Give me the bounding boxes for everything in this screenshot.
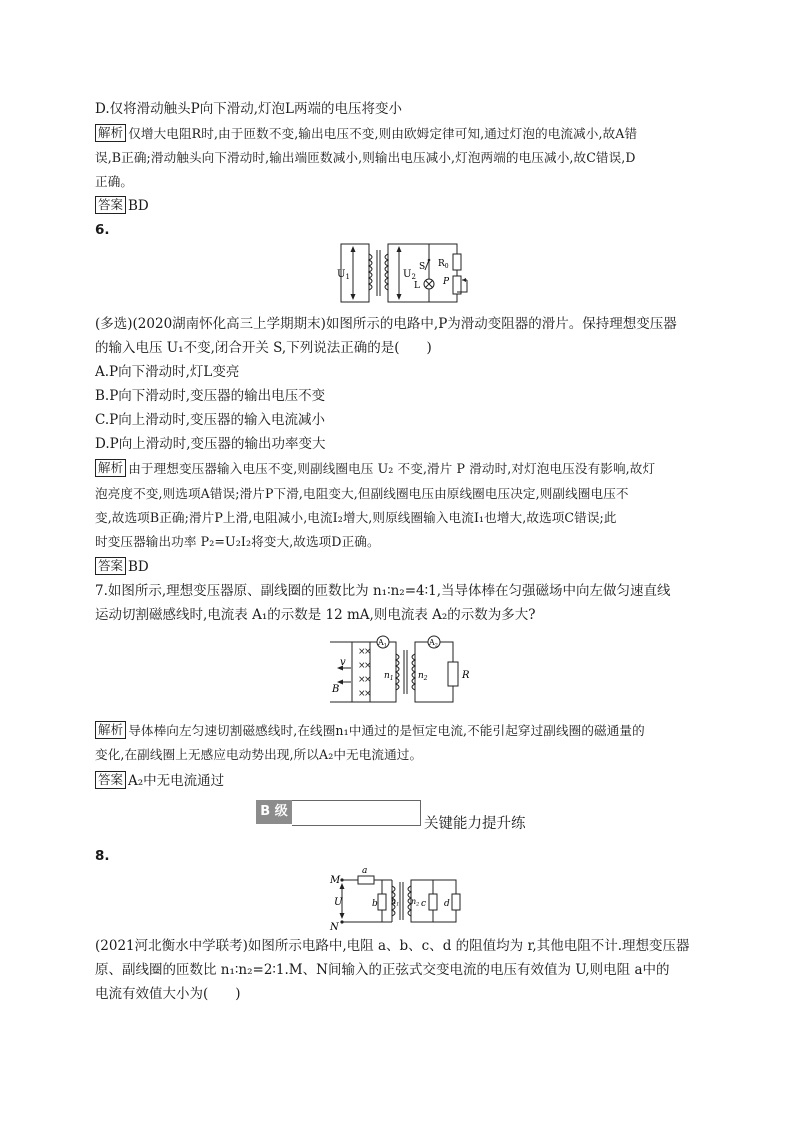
q6-answer: 答案 BD [95,557,715,577]
q5-analysis-line-3: 正确。 [95,174,134,189]
fig8-a-label: a [362,868,368,876]
q5-option-d: D.仅将滑动触头P向下滑动,灯泡L两端的电压将变小 [95,101,402,117]
analysis-tag: 解析 [95,124,126,142]
q7-circuit-figure [328,632,478,716]
q7-stem-line-2: 运动切割磁感线时,电流表 A₁的示数是 12 mA,则电流表 A₂的示数为多大? [95,607,536,623]
svg-text:×: × [358,689,366,699]
q7-stem-line-1: 7.如图所示,理想变压器原、副线圈的匝数比为 n₁∶n₂=4∶1,当导体棒在匀强磁场中向左做匀速直线 [95,583,671,599]
fig7-n2-label: $n_2$ [418,671,428,682]
q6-analysis-line-1: 解析 由于理想变压器输入电压不变,则副线圈电压 U₂ 不变,滑片 P 滑动时,对灯泡电压没有影响,故灯 [95,459,715,479]
fig8-m-label: M [330,875,341,886]
fig7-v-label: v [340,657,346,668]
svg-text:×: × [358,675,366,685]
analysis-tag: 解析 [95,721,126,739]
q8-circuit-figure [328,868,478,936]
q6-option-c: C.P向上滑动时,变压器的输入电流减小 [95,412,326,428]
fig6-p-label: P [443,277,450,287]
fig7-b-label: B [332,684,340,695]
q8-stem-line-1: (2021河北衡水中学联考)如图所示电路中,电阻 a、b、c、d 的阻值均为 r,其他电阻不计.理想变压器 [95,938,690,954]
fig8-u-label: U [334,897,343,908]
fig7-a2-label: A2 [429,638,438,649]
q6-option-a: A.P向下滑动时,灯L变亮 [95,364,240,380]
answer-tag: 答案 [95,771,126,789]
fig6-u1-label: $U_1$ [337,269,350,281]
q6-circuit-figure [325,236,475,314]
svg-text:×: × [364,689,372,699]
answer-tag: 答案 [95,196,126,214]
fig8-n2-label: n2 [411,897,420,908]
fig8-c-label: c [421,899,427,909]
q6-analysis-line-4: 时变压器输出功率 P₂=U₂I₂将变大,故选项D正确。 [95,534,380,549]
svg-text:×: × [364,647,372,657]
q7-analysis-line-1: 解析 导体棒向左匀速切割磁感线时,在线圈n₁中通过的是恒定电流,不能引起穿过副线圈的磁通量的 [95,721,715,741]
q5-answer: 答案 BD [95,196,715,216]
q8-stem-line-3: 电流有效值大小为( ) [95,986,241,1002]
svg-text:×: × [358,647,366,657]
q6-analysis-line-3: 变,故选项B正确;滑片P上滑,电阻减小,电流I₂增大,则原线圈输入电流I₁也增大,故选项C错误;此 [95,510,617,525]
fig6-switch-label: S [419,262,426,272]
fig7-a1-label: A1 [378,638,387,649]
q5-analysis-line-1: 解析 仅增大电阻R时,由于匝数不变,输出电压不变,则由欧姆定律可知,通过灯泡的电流减小,故A错 [95,124,715,144]
q6-stem-line-2: 的输入电压 U₁不变,闭合开关 S,下列说法正确的是( ) [95,340,432,356]
section-title: 关键能力提升练 [424,816,526,832]
q7-analysis-line-2: 变化,在副线圈上无感应电动势出现,所以A₂中无电流通过。 [95,747,423,762]
fig6-u2-label: $U_2$ [403,269,416,281]
svg-text:×: × [358,661,366,671]
q8-stem-line-2: 原、副线圈的匝数比 n₁∶n₂=2∶1.M、N间输入的正弦式交变电流的电压有效值为 U,则电阻 a中的 [95,962,670,978]
q7-answer: 答案 A₂中无电流通过 [95,771,715,791]
q6-option-d: D.P向上滑动时,变压器的输出功率变大 [95,436,326,452]
q6-analysis-line-2: 泡亮度不变,则选项A错误;滑片P下滑,电阻变大,但副线圈电压由原线圈电压决定,则副线圈电压不 [95,486,629,501]
q6-number: 6. [95,222,110,238]
fig8-b-label: b [372,899,378,909]
svg-text:×: × [364,661,372,671]
fig7-r-label: R [462,670,470,681]
q6-stem-line-1: (多选)(2020湖南怀化高三上学期期末)如图所示的电路中,P为滑动变阻器的滑片。保持理想变压器 [95,316,677,332]
fig8-n-label: N [330,922,339,932]
fig7-n1-label: $n_1$ [384,671,394,682]
q8-number: 8. [95,848,110,864]
analysis-tag: 解析 [95,459,126,477]
q5-analysis-line-2: 误,B正确;滑动触头向下滑动时,输出端匝数减小,则输出电压减小,灯泡两端的电压减小,故C错误,D [95,150,636,165]
svg-text:×: × [364,675,372,685]
fig6-l-label: L [414,281,420,291]
fig8-n1-label: n1 [391,897,400,908]
level-badge: B 级 [256,800,292,824]
fig8-d-label: d [444,899,450,909]
banner-box [292,800,421,826]
fig6-r0-label: $R_0$ [438,259,449,270]
q6-option-b: B.P向下滑动时,变压器的输出电压不变 [95,388,326,404]
answer-tag: 答案 [95,557,126,575]
